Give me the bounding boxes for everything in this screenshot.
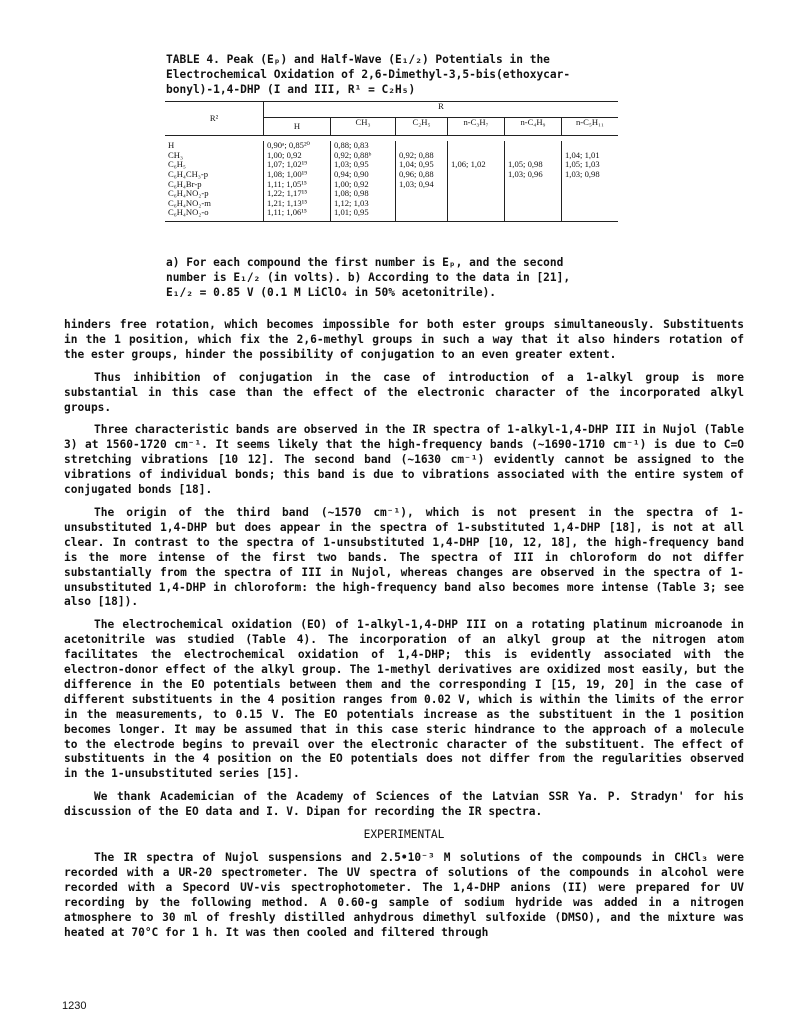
table-cell: [448, 141, 505, 151]
row-label: CH₃: [168, 149, 183, 160]
paragraph: The origin of the third band (~1570 cm⁻¹), which is not present in the spectra of 1-unsubstituted 1,4-DHP but does appear in the spectra of 1-substituted 1,4-DHP [18], is not at all clear. In contrast to the spectra of 1-unsubstituted 1,4-DHP [10, 12, 18], the high-frequency band is the more intense of the first two bands. The spectra of III in chloroform do not differ substantially from the spectra of III in Nujol, whereas changes are observed in the spectra of 1-unsubstituted 1,4-DHP in chloroform: the high-frequency band also becomes more intense (Table 3; see also [18]).: [64, 505, 744, 609]
table-row: [165, 199, 618, 209]
table-cell: 1,08; 0,98: [331, 189, 396, 199]
r-header: R: [264, 102, 619, 118]
section-heading: EXPERIMENTAL: [363, 828, 445, 842]
table-row: [165, 189, 618, 199]
column-header: n-C₄H₉: [505, 117, 562, 136]
table-cell: 1,00; 0,92: [264, 151, 331, 161]
paragraph: hinders free rotation, which becomes impossible for both ester groups simultaneously. Substituents in the 1 position, which fix the 2,6-methyl groups in such a way that it also hinders rotation of the ester groups, hinder the possibility of conjugation to an even greater extent.: [64, 318, 744, 361]
table-row: [165, 160, 618, 170]
r2-header: R²: [165, 102, 264, 136]
table-cell: [448, 208, 505, 221]
note-line: E₁/₂ = 0.85 V (0.1 M LiClO₄ in 50% acetonitrile).: [166, 286, 497, 299]
table-cell: 1,12; 1,03: [331, 199, 396, 209]
row-label: C₆H₅: [168, 159, 186, 170]
row-label: C₆H₄NO₂-m: [168, 197, 211, 208]
table-cell: [562, 189, 619, 199]
table-cell: 1,05; 0,98: [505, 160, 562, 170]
body-text: [64, 318, 744, 948]
table-row: [165, 141, 618, 151]
table-cell: 1,01; 0,95: [331, 208, 396, 221]
table-cell: 1,04; 1,01: [562, 151, 619, 161]
table-cell: [448, 170, 505, 180]
table-cell: 0,96; 0,88: [396, 170, 448, 180]
page-number: 1230: [62, 1000, 87, 1012]
table-cell: 0,94; 0,90: [331, 170, 396, 180]
note-line: number is E₁/₂ (in volts). b) According to the data in [21],: [166, 271, 571, 284]
column-header: n-C₅H₁₁: [562, 117, 619, 136]
table-cell: 1,04; 0,95: [396, 160, 448, 170]
paragraph: The IR spectra of Nujol suspensions and 2.5•10⁻³ M solutions of the compounds in CHCl₃ were recorded with a UR-20 spectrometer. The UV spectra of solutions of the compounds in alcohol were recorded with a Specord UV-vis spectrophotometer. The 1,4-DHP anions (II) were prepared for UV recording by the following method. A 0.60-g sample of sodium hydride was added in a nitrogen atmosphere to 30 ml of freshly distilled anhydrous dimethyl sulfoxide (DMSO), and the mixture was heated at 70°C for 1 h. It was then cooled and filtered through: [64, 851, 744, 939]
row-label: C₆H₄CH₃-p: [168, 168, 209, 179]
column-header: n-C₃H₇: [448, 117, 505, 136]
table-cell: [505, 208, 562, 221]
table-cell: 0,90ᵃ; 0,85²⁰: [264, 141, 331, 151]
paragraph: Three characteristic bands are observed in the IR spectra of 1-alkyl-1,4-DHP III in Nujol (Table 3) at 1560-1720 cm⁻¹. It seems likely that the high-frequency bands (~1690-1710 cm⁻¹) is due to C=O stretching vibrations [10 12]. The second band (~1630 cm⁻¹) evidently cannot be assigned to the vibrations of individual bonds; this band is due to vibrations associated with the entire system of conjugated bonds [18].: [64, 423, 744, 497]
paragraph: Thus inhibition of conjugation in the case of introduction of a 1-alkyl group is more substantial in this case than the effect of the electronic character of the incorporated alkyl groups.: [64, 370, 744, 414]
row-label: C₆H₄NO₂-o: [165, 208, 264, 221]
table-cell: [396, 208, 448, 221]
caption-line: bonyl)-1,4-DHP (I and III, R¹ = C₂H₅): [166, 83, 416, 96]
table-cell: 1,07; 1,02¹⁹: [264, 160, 331, 170]
table-cell: 1,08; 1,00¹⁹: [264, 170, 331, 180]
table-cell: [562, 180, 619, 190]
table-cell: 1,05; 1,03: [562, 160, 619, 170]
column-header: H: [264, 117, 331, 136]
table-cell: [448, 189, 505, 199]
table-cell: [396, 189, 448, 199]
table-cell: [562, 199, 619, 209]
table-cell: 1,21; 1,13¹⁵: [264, 199, 331, 209]
table-cell: 1,22; 1,17¹⁵: [264, 189, 331, 199]
paragraph: We thank Academician of the Academy of Sciences of the Latvian SSR Ya. P. Stradyn' for his discussion of the EO data and I. V. Dipan for recording the IR spectra.: [64, 790, 744, 819]
table-cell: [396, 199, 448, 209]
note-line: a) For each compound the first number is Eₚ, and the second: [166, 256, 564, 269]
table-cell: 0,88; 0,83: [331, 141, 396, 151]
row-label: H: [168, 140, 175, 151]
table-cell: [448, 199, 505, 209]
paragraph: The electrochemical oxidation (EO) of 1-alkyl-1,4-DHP III on a rotating platinum microanode in acetonitrile was studied (Table 4). The incorporation of an alkyl group at the nitrogen atom facilitates the electrochemical oxidation of 1,4-DHP; this is evidently associated with the electron-donor effect of the alkyl group. The 1-methyl derivatives are oxidized most easily, but the difference in the EO potentials between them and the corresponding I [15, 19, 20] in the case of different substituents in the 4 position ranges from 0.02 V, which is within the limits of the error in the measurements, to 0.15 V. The EO potentials increase as the substituent in the 1 position becomes longer. It may be assumed that in this case steric hindrance to the approach of a molecule to the electrode begins to prevail over the electronic character of the substituent. The effect of substituents in the 4 position on the EO potentials does not differ from the regularities observed in the 1-unsubstituted series [15].: [64, 618, 744, 781]
table-cell: 1,06; 1,02: [448, 160, 505, 170]
table-cell: 1,00; 0,92: [331, 180, 396, 190]
column-header: C₂H₅: [396, 117, 448, 136]
table-cell: [505, 199, 562, 209]
table-cell: [448, 180, 505, 190]
table-cell: [505, 189, 562, 199]
table-cell: [505, 141, 562, 151]
table-cell: 1,03; 0,94: [396, 180, 448, 190]
table-cell: 1,03; 0,96: [505, 170, 562, 180]
table-cell: 1,11; 1,06¹⁵: [264, 208, 331, 221]
table-cell: 1,03; 0,95: [331, 160, 396, 170]
table-notes: [166, 255, 636, 300]
table-row: [165, 151, 618, 161]
row-label: C₆H₄Br-p: [168, 178, 202, 189]
table-cell: [505, 180, 562, 190]
caption-line: TABLE 4. Peak (Eₚ) and Half-Wave (E₁/₂) Potentials in the: [166, 53, 550, 66]
table-cell: [562, 208, 619, 221]
potentials-table: [165, 101, 618, 222]
table-caption: [166, 52, 636, 97]
table-row: [165, 170, 618, 180]
column-header: CH₃: [331, 117, 396, 136]
table-cell: 0,92; 0,88: [396, 151, 448, 161]
row-label: C₆H₄NO₂-p: [168, 188, 209, 199]
table-row: [165, 180, 618, 190]
caption-line: Electrochemical Oxidation of 2,6-Dimethyl-3,5-bis(ethoxycar-: [166, 68, 571, 81]
table-cell: 0,92; 0,88ᵇ: [331, 151, 396, 161]
table-cell: 1,03; 0,98: [562, 170, 619, 180]
table-row: [165, 208, 618, 221]
table-cell: 1,11; 1,05¹⁵: [264, 180, 331, 190]
